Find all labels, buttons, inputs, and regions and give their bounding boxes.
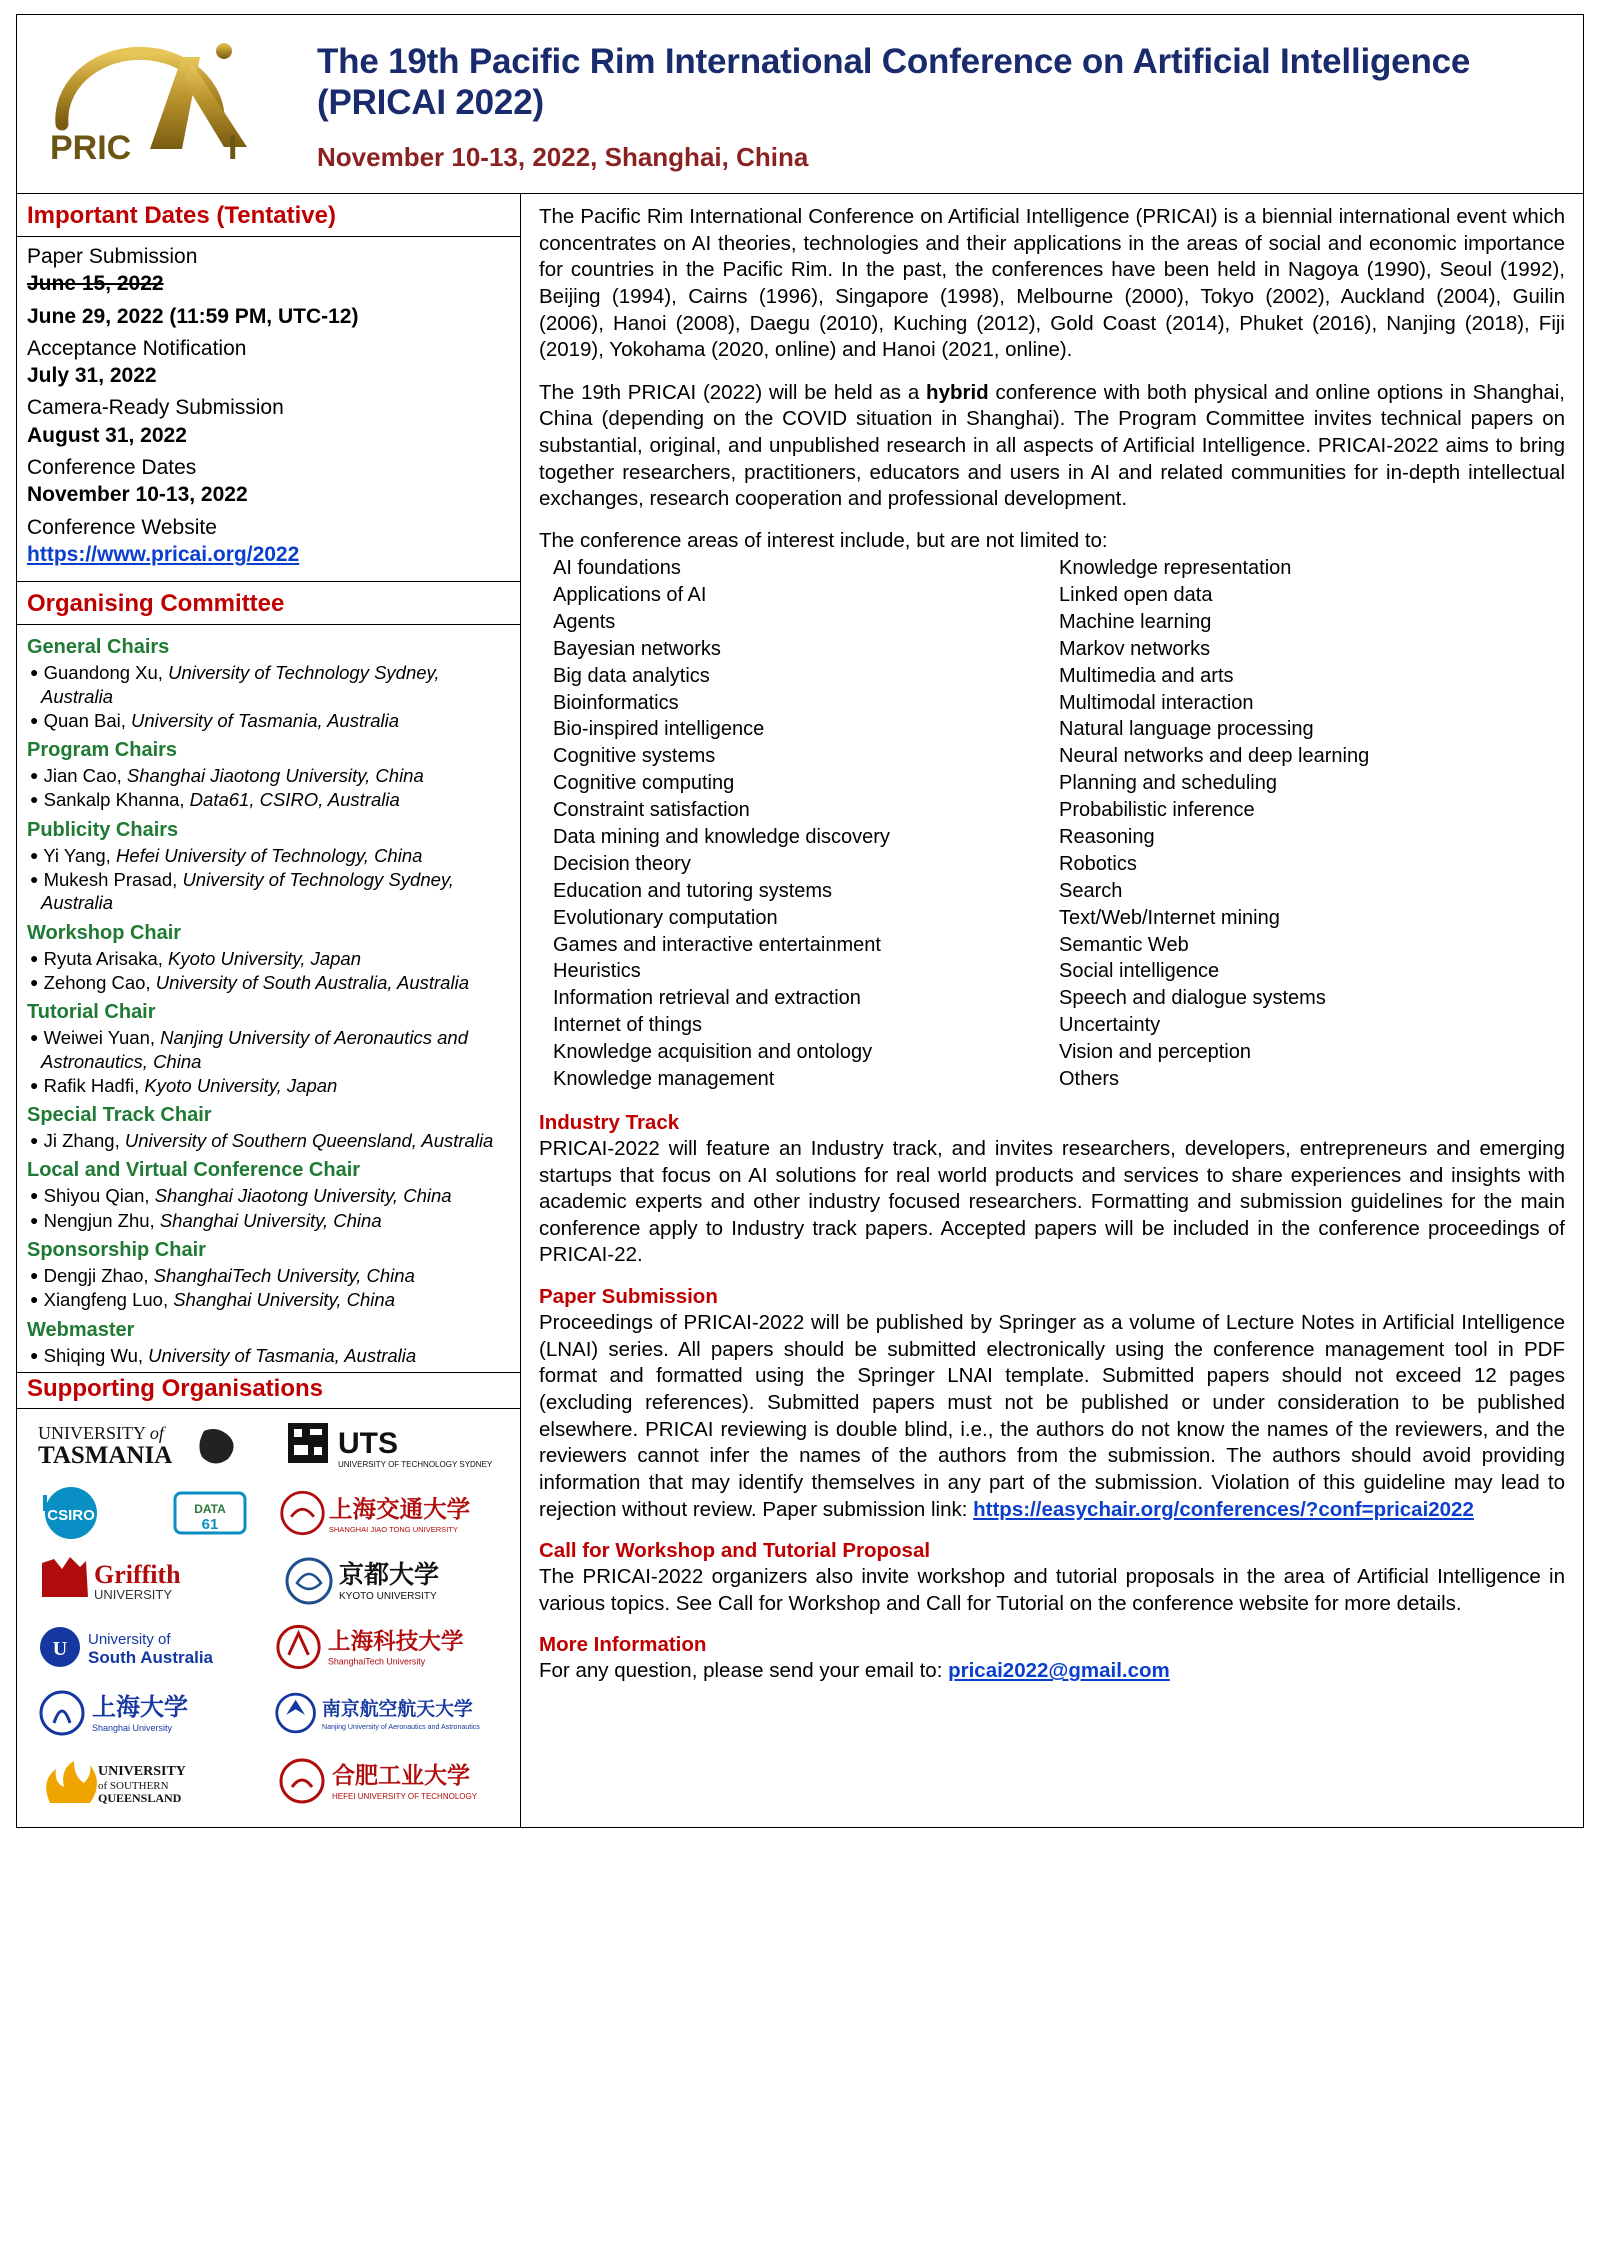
person-affiliation: University of Technology Sydney, Australia (41, 869, 454, 914)
area-item: Social intelligence (1059, 960, 1220, 983)
area-item: Data mining and knowledge discovery (553, 825, 890, 848)
committee-role: Workshop Chair (27, 921, 182, 944)
workshop-tutorial-heading: Call for Workshop and Tutorial Proposal (539, 1539, 931, 1563)
person-affiliation: Shanghai University, China (173, 1289, 395, 1311)
logo-line1: UNIVERSITY of (37, 1422, 164, 1443)
intro2-part-b: conference with both physical and online options in Shanghai, China (depending on the COVID situation in Shanghai). The Program Committee invites technical papers on substantial, original, and unpublished research in all aspects of Artificial Intelligence. PRICAI-2022 aims to bring together researchers, practitioners, educators and users in AI and related communities for in-depth intellectual exchanges, research cooperation and professional development. (539, 380, 1565, 511)
supporting-organisations-heading: Supporting Organisations (17, 1372, 520, 1409)
area-item: Natural language processing (1059, 718, 1314, 741)
person-name: Shiqing Wu, (43, 1344, 144, 1366)
svg-text:UTS: UTS (338, 1426, 399, 1460)
area-item: Games and interactive entertainment (553, 933, 881, 956)
area-item: Education and tutoring systems (553, 879, 833, 902)
svg-text:I: I (228, 129, 238, 167)
area-item: Robotics (1059, 852, 1137, 875)
committee-person (27, 1184, 510, 1207)
logo-uts (273, 1417, 509, 1473)
bullet-icon: ● (30, 791, 39, 808)
svg-text:South Australia: South Australia (87, 1647, 213, 1667)
pricai-logo-icon (32, 29, 302, 179)
paper-submission-heading: Paper Submission (539, 1285, 718, 1309)
svg-text:Nanjing University of Aeronaut: Nanjing University of Aeronautics and Astronautics (322, 1723, 481, 1731)
date-value-superseded: June 15, 2022 (27, 272, 164, 296)
person-name: Zehong Cao, (43, 971, 151, 993)
area-item: Information retrieval and extraction (553, 987, 861, 1010)
person-name: Guandong Xu, (43, 662, 163, 684)
workshop-tutorial-body: The PRICAI-2022 organizers also invite workshop and tutorial proposals in the area of Artificial Intelligence in various topics. See Call for Workshop and Call for Tutorial on the conference website for more details. (539, 1565, 1565, 1615)
svg-text:KYOTO UNIVERSITY: KYOTO UNIVERSITY (339, 1590, 437, 1602)
logo-kyoto-university (273, 1553, 509, 1609)
intro-paragraph-2 (539, 380, 1565, 513)
svg-text:61: 61 (202, 1515, 219, 1533)
area-item: Bioinformatics (553, 691, 679, 714)
committee-person (27, 1026, 510, 1073)
area-item: Linked open data (1059, 583, 1213, 606)
more-information-body (539, 1658, 1565, 1685)
logo-griffith-university (28, 1553, 264, 1609)
area-item: Others (1059, 1067, 1120, 1090)
committee-person (27, 971, 510, 994)
area-item: Cognitive systems (553, 745, 716, 768)
area-item: Markov networks (1059, 637, 1211, 660)
bullet-icon: ● (30, 871, 39, 888)
person-affiliation: University of Tasmania, Australia (148, 1344, 417, 1366)
person-name: Quan Bai, (43, 709, 126, 731)
areas-column-right (1059, 555, 1565, 1093)
more-information-heading: More Information (539, 1633, 707, 1657)
area-item: Probabilistic inference (1059, 799, 1255, 822)
area-item: Decision theory (553, 852, 691, 875)
supporting-logos (17, 1409, 520, 1827)
bullet-icon: ● (30, 1211, 39, 1228)
svg-text:QUEENSLAND: QUEENSLAND (97, 1790, 182, 1805)
committee-person (27, 947, 510, 970)
svg-text:PRIC: PRIC (50, 129, 132, 167)
area-item: Semantic Web (1059, 933, 1189, 956)
bullet-icon: ● (30, 1187, 39, 1204)
person-affiliation: Shanghai Jiaotong University, China (126, 765, 424, 787)
bullet-icon: ● (30, 1346, 39, 1363)
svg-text:Griffith: Griffith (93, 1559, 181, 1589)
right-column (521, 194, 1583, 1827)
date-item (27, 243, 510, 330)
area-item: Planning and scheduling (1059, 772, 1277, 795)
area-item: Knowledge management (553, 1067, 775, 1090)
area-item: Multimedia and arts (1059, 664, 1234, 687)
committee-person (27, 764, 510, 787)
committee-role: Special Track Chair (27, 1104, 212, 1127)
svg-text:京都大学: 京都大学 (339, 1561, 440, 1589)
area-item: Knowledge acquisition and ontology (553, 1041, 873, 1064)
bullet-icon: ● (30, 973, 39, 990)
bullet-icon: ● (30, 1291, 39, 1308)
logo-csiro (23, 1483, 151, 1543)
bullet-icon: ● (30, 1132, 39, 1149)
logo-hefei-university-of-technology (273, 1753, 509, 1809)
area-item: Applications of AI (553, 583, 707, 606)
date-value: July 31, 2022 (27, 364, 157, 388)
person-affiliation: Kyoto University, Japan (144, 1074, 338, 1096)
committee-role: Publicity Chairs (27, 818, 179, 841)
bullet-icon: ● (30, 664, 39, 681)
paper-submission-body (539, 1310, 1565, 1523)
person-name: Xiangfeng Luo, (43, 1289, 169, 1311)
svg-text:HEFEI UNIVERSITY OF TECHNOLOGY: HEFEI UNIVERSITY OF TECHNOLOGY (332, 1791, 478, 1801)
svg-text:UNIVERSITY OF TECHNOLOGY SYDNE: UNIVERSITY OF TECHNOLOGY SYDNEY (338, 1459, 493, 1469)
area-item: Reasoning (1059, 825, 1155, 848)
poster-header (17, 15, 1583, 194)
committee-person (27, 709, 510, 732)
svg-text:TASMANIA: TASMANIA (37, 1441, 172, 1469)
logo-row (23, 1619, 514, 1675)
person-affiliation: Data61, CSIRO, Australia (189, 789, 400, 811)
area-item: Vision and perception (1059, 1041, 1251, 1064)
svg-text:ShanghaiTech University: ShanghaiTech University (328, 1656, 426, 1667)
committee-person (27, 1344, 510, 1367)
bullet-icon: ● (30, 949, 39, 966)
svg-text:UNIVERSITY: UNIVERSITY (93, 1586, 172, 1602)
person-affiliation: University of Southern Queensland, Australia (124, 1130, 494, 1152)
area-item: Cognitive computing (553, 772, 735, 795)
header-text-block (317, 23, 1583, 173)
logo-shanghai-jiao-tong-university (278, 1483, 514, 1543)
important-dates-list (17, 237, 520, 582)
area-item: Evolutionary computation (553, 906, 778, 929)
person-affiliation: Nanjing University of Aeronautics and Astronautics, China (41, 1027, 468, 1072)
organising-committee-list (17, 625, 520, 1372)
svg-text:上海大学: 上海大学 (91, 1694, 188, 1721)
svg-text:University of: University of (87, 1630, 171, 1648)
committee-person (27, 868, 510, 915)
submission-text: Proceedings of PRICAI-2022 will be published by Springer as a volume of Lecture Notes in Artificial Intelligence (LNAI) series. All papers should be submitted electronically using the conference management tool in PDF format and formatted using the Springer LNAI template. Submitted papers should not exceed 12 pages (excluding references). Submitted papers must not be published or under consideration to be published elsewhere. PRICAI reviewing is double blind, i.e., the authors do not know the names of the reviewers, and the reviewers cannot infer the names of the authors from the submission. The authors should avoid providing information that may identify themselves in any part of the submission. Violation of this guideline may lead to rejection without review. Paper submission link: (539, 1311, 1565, 1521)
area-item: AI foundations (553, 557, 681, 580)
poster-frame (16, 14, 1584, 1828)
area-item: Heuristics (553, 960, 641, 983)
conference-dates-location: November 10-13, 2022, Shanghai, China (317, 141, 809, 172)
logo-university-of-tasmania (28, 1417, 264, 1473)
person-affiliation: Shanghai Jiaotong University, China (154, 1185, 452, 1207)
date-label: Conference Dates (27, 456, 197, 480)
svg-text:上海交通大学: 上海交通大学 (329, 1496, 471, 1523)
area-item: Constraint satisfaction (553, 799, 750, 822)
intro-paragraph-1: The Pacific Rim International Conference on Artificial Intelligence (PRICAI) is a biennial international event which concentrates on AI theories, technologies and their applications in the areas of social and economic importance for countries in the Pacific Rim. In the past, the conferences have been held in Nagoya (1990), Seoul (1992), Beijing (1994), Cairns (1996), Singapore (1998), Melbourne (2000), Tokyo (2002), Auckland (2004), Guilin (2006), Hanoi (2008), Daegu (2010), Kuching (2012), Gold Coast (2014), Phuket (2016), Nanjing (2018), Fiji (2019), Yokohama (2020, online) and Hanoi (2021, online). (539, 205, 1565, 362)
date-item (27, 335, 510, 390)
committee-person (27, 1288, 510, 1311)
pricai-logo (17, 23, 317, 179)
area-item: Bayesian networks (553, 637, 721, 660)
person-affiliation: ShanghaiTech University, China (153, 1265, 415, 1287)
area-item: Text/Web/Internet mining (1059, 906, 1280, 929)
svg-text:上海科技大学: 上海科技大学 (328, 1628, 464, 1654)
person-affiliation: University of South Australia, Australia (155, 971, 469, 993)
areas-intro: The conference areas of interest include, but are not limited to: (539, 529, 1108, 553)
person-name: Jian Cao, (43, 765, 122, 787)
bullet-icon: ● (30, 1029, 39, 1046)
svg-text:CSIRO: CSIRO (47, 1506, 95, 1524)
poster-body (17, 194, 1583, 1827)
intro2-bold: hybrid (926, 380, 989, 404)
person-name: Nengjun Zhu, (43, 1209, 155, 1231)
committee-person (27, 844, 510, 867)
contact-email-link[interactable]: pricai2022@gmail.com (948, 1659, 1170, 1683)
person-name: Yi Yang, (43, 844, 111, 866)
logo-shanghaitech-university (273, 1619, 509, 1675)
date-item (27, 514, 510, 569)
page-title: The 19th Pacific Rim International Conference on Artificial Intelligence (PRICAI 2022) (317, 42, 1471, 123)
logo-nanjing-university-aeronautics-astronautics (273, 1685, 509, 1741)
logo-row (23, 1483, 514, 1543)
person-affiliation: University of Tasmania, Australia (131, 709, 400, 731)
committee-role: Program Chairs (27, 739, 178, 762)
intro2-part-a: The 19th PRICAI (2022) will be held as a (539, 380, 927, 404)
bullet-icon: ● (30, 711, 39, 728)
area-item: Neural networks and deep learning (1059, 745, 1370, 768)
committee-person (27, 788, 510, 811)
person-name: Shiyou Qian, (43, 1185, 150, 1207)
important-dates-heading: Important Dates (Tentative) (17, 194, 520, 237)
logo-row (23, 1553, 514, 1609)
date-item (27, 454, 510, 509)
conference-website-link[interactable]: https://www.pricai.org/2022 (27, 542, 300, 566)
area-item: Knowledge representation (1059, 557, 1292, 580)
areas-column-left (553, 555, 1059, 1093)
logo-university-of-south-australia (28, 1619, 264, 1675)
person-name: Dengji Zhao, (43, 1265, 149, 1287)
person-name: Ryuta Arisaka, (43, 947, 163, 969)
date-value: June 29, 2022 (11:59 PM, UTC-12) (27, 304, 359, 328)
area-item: Multimodal interaction (1059, 691, 1254, 714)
person-name: Ji Zhang, (43, 1130, 120, 1152)
committee-role: General Chairs (27, 636, 170, 659)
area-item: Big data analytics (553, 664, 710, 687)
person-affiliation: Kyoto University, Japan (168, 947, 361, 969)
logo-university-of-southern-queensland (28, 1751, 264, 1811)
person-name: Mukesh Prasad, (43, 869, 178, 891)
svg-text:U: U (52, 1637, 67, 1660)
logo-shanghai-university (28, 1685, 264, 1741)
date-value: August 31, 2022 (27, 423, 187, 447)
left-column (17, 194, 521, 1827)
bullet-icon: ● (30, 1076, 39, 1093)
logo-data61 (151, 1483, 279, 1543)
committee-person (27, 1129, 510, 1152)
date-label: Paper Submission (27, 245, 198, 268)
person-name: Weiwei Yuan, (43, 1027, 156, 1049)
area-item: Search (1059, 879, 1123, 902)
committee-role: Sponsorship Chair (27, 1239, 206, 1262)
area-item: Bio-inspired intelligence (553, 718, 765, 741)
date-value: November 10-13, 2022 (27, 483, 248, 507)
easychair-submission-link[interactable]: https://easychair.org/conferences/?conf=pricai2022 (973, 1497, 1474, 1521)
bullet-icon: ● (30, 767, 39, 784)
person-name: Sankalp Khanna, (43, 789, 185, 811)
more-info-text: For any question, please send your email to: (539, 1659, 949, 1683)
organising-committee-heading: Organising Committee (17, 582, 520, 625)
industry-track-heading: Industry Track (539, 1110, 680, 1134)
svg-text:Shanghai University: Shanghai University (91, 1722, 172, 1733)
committee-person (27, 1209, 510, 1232)
area-item: Uncertainty (1059, 1014, 1161, 1037)
person-name: Rafik Hadfi, (43, 1074, 140, 1096)
areas-of-interest (539, 555, 1565, 1093)
person-affiliation: University of Technology Sydney, Australia (41, 662, 440, 707)
area-item: Internet of things (553, 1014, 702, 1037)
area-item: Speech and dialogue systems (1059, 987, 1326, 1010)
area-item: Machine learning (1059, 610, 1212, 633)
committee-person (27, 1264, 510, 1287)
bullet-icon: ● (30, 1267, 39, 1284)
person-affiliation: Shanghai University, China (159, 1209, 382, 1231)
logo-row (23, 1417, 514, 1473)
committee-role: Webmaster (27, 1318, 135, 1341)
date-label: Camera-Ready Submission (27, 396, 284, 420)
person-affiliation: Hefei University of Technology, China (115, 844, 423, 866)
date-label: Acceptance Notification (27, 336, 247, 360)
svg-text:DATA: DATA (194, 1501, 227, 1516)
committee-person (27, 1074, 510, 1097)
logo-row (23, 1751, 514, 1811)
svg-text:SHANGHAI JIAO TONG UNIVERSITY: SHANGHAI JIAO TONG UNIVERSITY (329, 1524, 459, 1534)
committee-person (27, 661, 510, 708)
area-item: Agents (553, 610, 616, 633)
bullet-icon: ● (30, 846, 39, 863)
industry-track-body: PRICAI-2022 will feature an Industry track, and invites researchers, developers, entrepreneurs and emerging startups that focus on AI solutions for real world products and services to share experiences and insights with academic experts and other industry focused researchers. Formatting and submission guidelines for the main conference apply to Industry track papers. Accepted papers will be included in the conference proceedings of PRICAI-22. (539, 1136, 1565, 1267)
date-label: Conference Website (27, 515, 217, 539)
svg-text:南京航空航天大学: 南京航空航天大学 (322, 1698, 474, 1720)
logo-row (23, 1685, 514, 1741)
committee-role: Local and Virtual Conference Chair (27, 1159, 361, 1182)
svg-text:合肥工业大学: 合肥工业大学 (332, 1762, 471, 1788)
svg-text:of SOUTHERN: of SOUTHERN (97, 1779, 169, 1792)
committee-role: Tutorial Chair (27, 1001, 156, 1024)
date-item (27, 394, 510, 449)
svg-text:UNIVERSITY: UNIVERSITY (97, 1763, 186, 1779)
